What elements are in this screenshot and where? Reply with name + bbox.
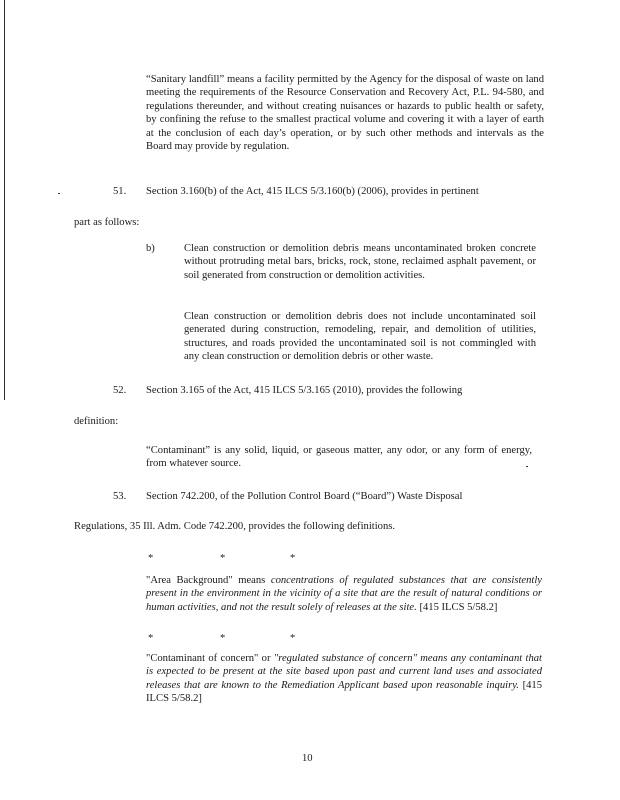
paragraph-53-line2: Regulations, 35 Ill. Adm. Code 742.200, provides the following definitions. — [74, 521, 396, 532]
omission-asterisk: * — [148, 633, 154, 644]
definition-area-background-body: concentrations of regulated substances that are consistently present in the environment in the vicinity of a site that are the result of natural conditions or human activities, and not the result solely of releases at the site. — [146, 575, 542, 613]
paragraph-number-53: 53. — [113, 491, 127, 502]
paragraph-number-52: 52. — [113, 385, 127, 396]
term-area-background: "Area Background" means — [146, 575, 271, 586]
definition-area-background — [146, 574, 542, 614]
paragraph-number-51: 51. — [113, 186, 127, 197]
item-b-text-continued: Clean construction or demolition debris does not include uncontaminated soil generated during construction, remodeling, repair, and demolition of utilities, structures, and roads provided the uncontaminated soil is not commingled with any clean construction or demolition debris or other waste. — [184, 311, 536, 363]
definition-sanitary-landfill: “Sanitary landfill” means a facility permitted by the Agency for the disposal of waste on land meeting the requirements of the Resource Conservation and Recovery Act, P.L. 94-580, and regulations thereunder, and without creating nuisances or hazards to public health or safety, by confining the refuse to the smallest practical volume and covering it with a layer of earth at the conclusion of each day’s operation, or by such other methods and intervals as the Board may provide by regulation. — [146, 74, 544, 153]
item-b-text: Clean construction or demolition debris means uncontaminated broken concrete without protruding metal bars, bricks, rock, stone, reclaimed asphalt pavement, or soil generated from construction or demolition activities. — [184, 243, 536, 281]
paragraph-52-line1: Section 3.165 of the Act, 415 ILCS 5/3.165 (2010), provides the following — [146, 385, 463, 396]
term-contaminant-of-concern: "Contaminant of concern" or — [146, 653, 274, 664]
paragraph-51-line2: part as follows: — [74, 217, 140, 228]
paragraph-53-line1: Section 742.200, of the Pollution Control Board (“Board”) Waste Disposal — [146, 491, 463, 502]
citation: [415 ILCS 5/58.2] — [416, 601, 498, 613]
definition-contaminant-of-concern — [146, 652, 542, 706]
page-number: 10 — [302, 753, 313, 764]
omission-asterisk: * — [148, 553, 154, 564]
omission-asterisk: * — [290, 553, 296, 564]
paragraph-52-line2: definition: — [74, 416, 119, 427]
item-b-label: b) — [146, 243, 155, 254]
omission-asterisk: * — [220, 633, 226, 644]
left-margin-line — [4, 0, 5, 400]
omission-asterisk: * — [220, 553, 226, 564]
paragraph-51-line1: Section 3.160(b) of the Act, 415 ILCS 5/3.160(b) (2006), provides in pertinent — [146, 186, 479, 197]
definition-contaminant: “Contaminant” is any solid, liquid, or gaseous matter, any odor, or any form of energy, from whatever source. — [146, 445, 532, 470]
definition-contaminant-of-concern-body: "regulated substance of concern" means any contaminant that is expected to be present at the site based upon past and current land uses and associated releases that are known to the Remediation Applicant based upon reasonable inquiry. — [146, 653, 542, 691]
citation: [415 ILCS 5/58.2] — [146, 679, 542, 705]
omission-asterisk: * — [290, 633, 296, 644]
scan-speck — [58, 193, 60, 194]
